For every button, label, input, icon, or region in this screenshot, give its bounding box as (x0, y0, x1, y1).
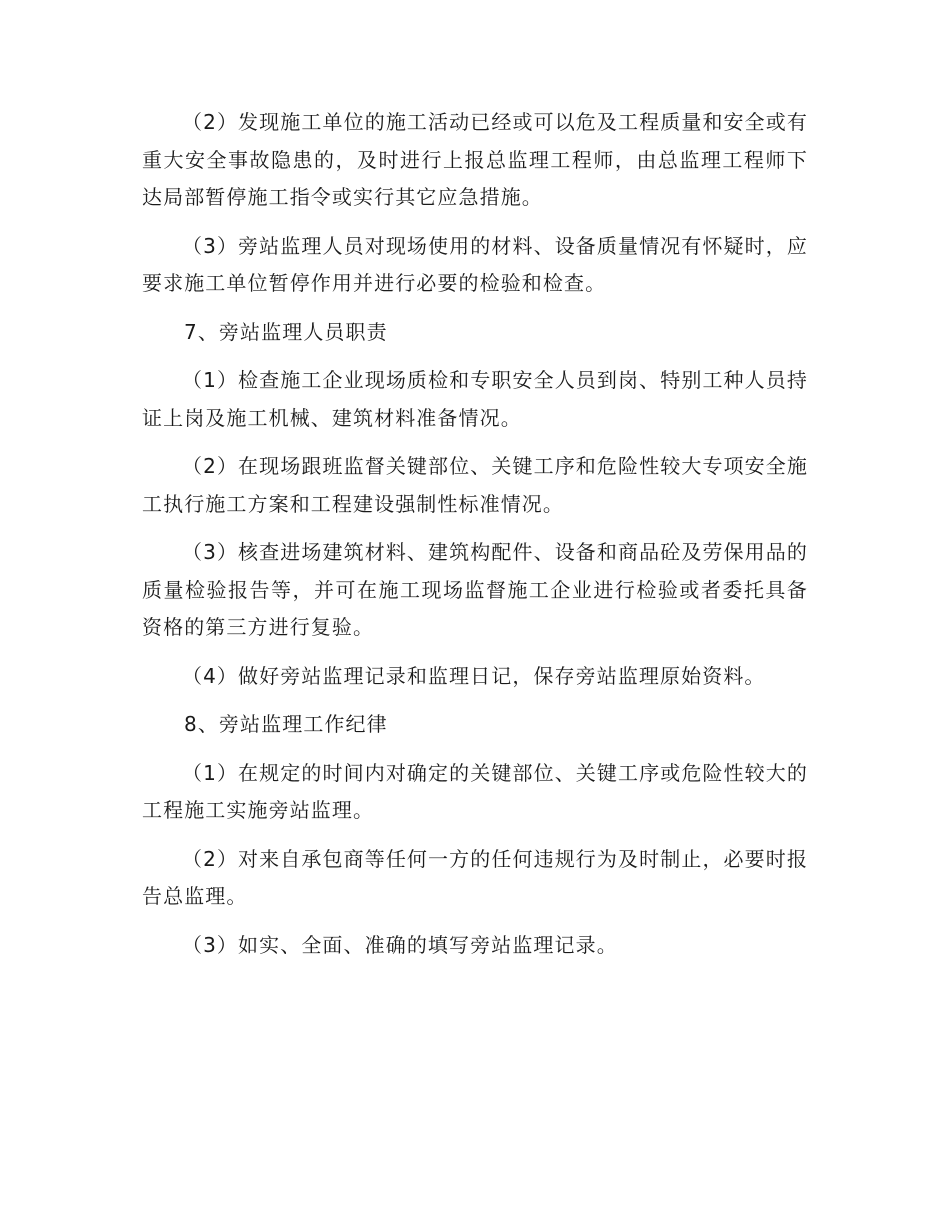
duty-2-onsite-supervision: （2）在现场跟班监督关键部位、关键工序和危险性较大专项安全施工执行施工方案和工程建设强制性标准情况。 (142, 454, 808, 516)
discipline-3-fill-records: （3）如实、全面、准确的填写旁站监理记录。 (182, 932, 618, 957)
section-heading-8-discipline: 8、旁站监理工作纪律 (184, 712, 388, 736)
section-heading-7-duties: 7、旁站监理人员职责 (184, 319, 388, 344)
duty-1-check-personnel: （1）检查施工企业现场质检和专职安全人员到岗、特别工种人员持证上岗及施工机械、建筑材料准备情况。 (142, 368, 808, 430)
discipline-2-stop-violations: （2）对来自承包商等任何一方的任何违规行为及时制止，必要时报告总监理。 (142, 846, 808, 908)
paragraph-3-material-doubt: （3）旁站监理人员对现场使用的材料、设备质量情况有怀疑时，应要求施工单位暂停作用并进行必要的检验和检查。 (142, 233, 808, 295)
duty-4-records: （4）做好旁站监理记录和监理日记，保存旁站监理原始资料。 (182, 663, 766, 688)
discipline-1-supervise-key-parts: （1）在规定的时间内对确定的关键部位、关键工序或危险性较大的工程施工实施旁站监理。 (142, 760, 808, 822)
document-page (142, 104, 808, 975)
paragraph-2-report-hazard: （2）发现施工单位的施工活动已经或可以危及工程质量和安全或有重大安全事故隐患的，及时进行上报总监理工程师，由总监理工程师下达局部暂停施工指令或实行其它应急措施。 (142, 110, 808, 209)
duty-3-verify-materials: （3）核查进场建筑材料、建筑构配件、设备和商品砼及劳保用品的质量检验报告等，并可在施工现场监督施工企业进行检验或者委托具备资格的第三方进行复验。 (142, 540, 808, 639)
